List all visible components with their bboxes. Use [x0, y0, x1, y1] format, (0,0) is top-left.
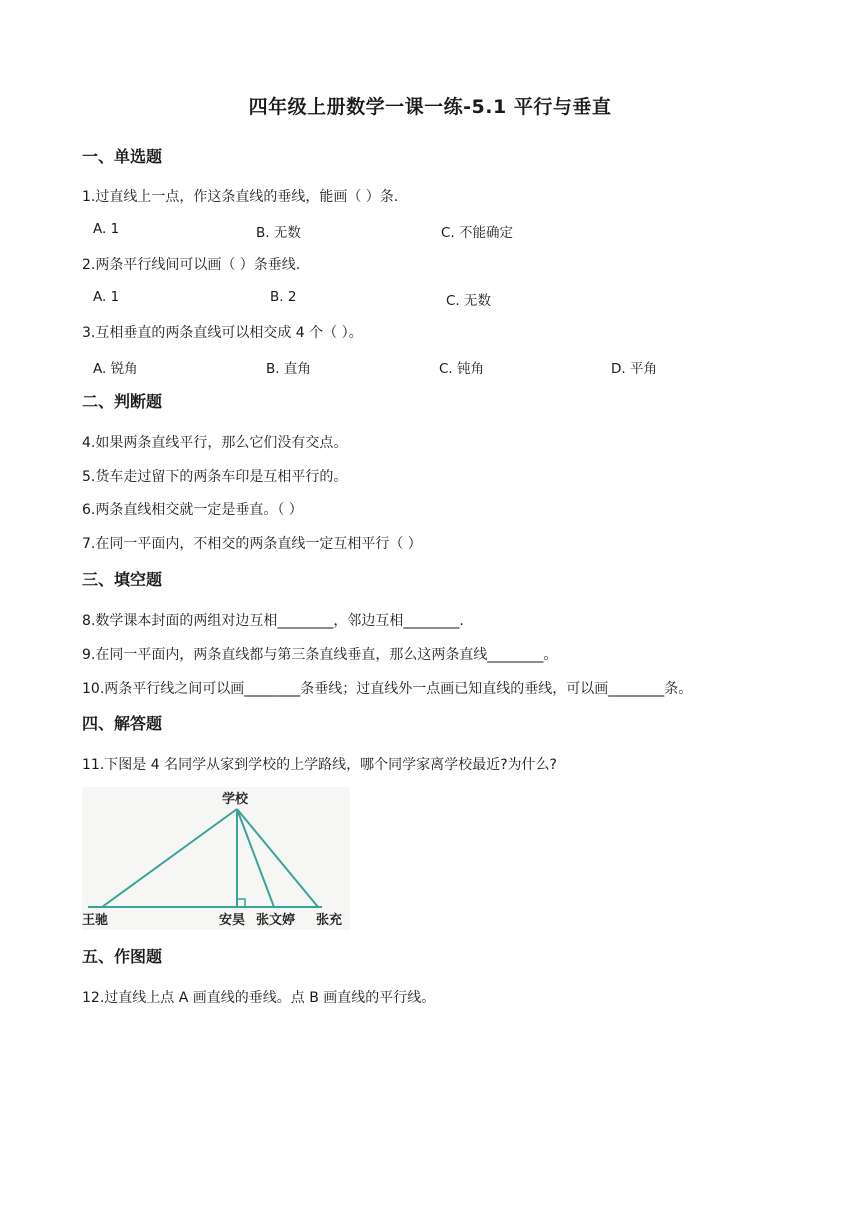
route-zhangc — [237, 809, 318, 907]
q2-option-c: C. 无数 — [446, 293, 492, 309]
route-wang — [102, 809, 237, 907]
route-lines — [88, 809, 322, 907]
label-zhangc: 张充 — [316, 913, 343, 928]
question-3: 3.互相垂直的两条直线可以相交成 4 个（ ）。 — [82, 325, 363, 341]
right-angle-mark — [237, 899, 245, 907]
question-11: 11.下图是 4 名同学从家到学校的上学路线，哪个同学家离学校最近?为什么? — [82, 757, 557, 773]
section-heading-single-choice: 一、单选题 — [82, 147, 163, 166]
label-zhangwt: 张文婷 — [256, 913, 296, 928]
section-heading-judgment: 二、判断题 — [82, 392, 163, 411]
q3-option-b: B. 直角 — [266, 361, 311, 377]
question-7: 7.在同一平面内，不相交的两条直线一定互相平行（ ） — [82, 536, 422, 552]
route-zhangwt — [237, 809, 274, 907]
route-diagram-svg — [82, 787, 350, 930]
q1-option-b: B. 无数 — [256, 225, 301, 241]
question-12: 12.过直线上点 A 画直线的垂线。点 B 画直线的平行线。 — [82, 990, 436, 1006]
label-an: 安昊 — [219, 913, 246, 928]
question-5: 5.货车走过留下的两条车印是互相平行的。 — [82, 469, 348, 485]
question-8: 8.数学课本封面的两组对边互相________，邻边互相________. — [82, 613, 464, 629]
question-10: 10.两条平行线之间可以画________条垂线；过直线外一点画已知直线的垂线，可以画________条。 — [82, 681, 693, 697]
q3-option-a: A. 锐角 — [93, 361, 138, 377]
q1-option-a: A. 1 — [93, 221, 120, 237]
route-diagram — [82, 787, 350, 930]
q2-option-a: A. 1 — [93, 289, 120, 305]
q3-option-d: D. 平角 — [611, 361, 657, 377]
q2-option-b: B. 2 — [270, 289, 297, 305]
section-heading-fill-blank: 三、填空题 — [82, 570, 163, 589]
page-title: 四年级上册数学一课一练-5.1 平行与垂直 — [248, 96, 612, 118]
question-2: 2.两条平行线间可以画（ ）条垂线. — [82, 257, 301, 273]
question-4: 4.如果两条直线平行，那么它们没有交点。 — [82, 435, 348, 451]
question-9: 9.在同一平面内，两条直线都与第三条直线垂直，那么这两条直线________。 — [82, 647, 558, 663]
section-heading-drawing: 五、作图题 — [82, 947, 163, 966]
question-6: 6.两条直线相交就一定是垂直。（ ） — [82, 502, 303, 518]
label-wang: 王驰 — [82, 913, 109, 928]
q1-option-c: C. 不能确定 — [441, 225, 514, 241]
label-school: 学校 — [222, 792, 249, 807]
q3-option-c: C. 钝角 — [439, 361, 485, 377]
question-1: 1.过直线上一点，作这条直线的垂线，能画（ ）条. — [82, 189, 399, 205]
section-heading-answer: 四、解答题 — [82, 714, 163, 733]
